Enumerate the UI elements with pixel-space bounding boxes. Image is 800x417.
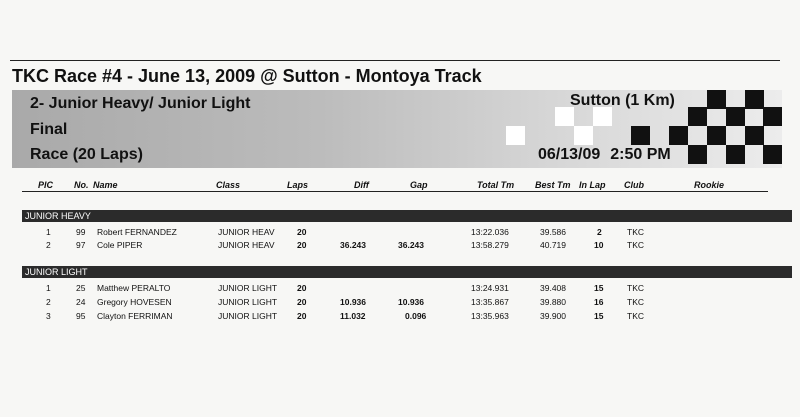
cell-class: JUNIOR LIGHT (218, 283, 278, 293)
race-time: 2:50 PM (610, 146, 671, 163)
cell-diff: 10.936 (340, 297, 366, 307)
cell-club: TKC (627, 240, 644, 250)
cell-class: JUNIOR HEAV (218, 227, 275, 237)
cell-gap: 0.096 (405, 311, 427, 321)
cell-best-time: 39.880 (540, 297, 566, 307)
cell-total-time: 13:24.931 (471, 283, 509, 293)
cell-class: JUNIOR HEAV (218, 240, 275, 250)
col-header-gap: Gap (410, 180, 428, 190)
cell-no: 95 (76, 311, 86, 321)
race-datetime (538, 146, 681, 164)
cell-best-time: 39.408 (540, 283, 566, 293)
cell-pic: 2 (46, 297, 51, 307)
race-title: TKC Race #4 - June 13, 2009 @ Sutton - Montoya Track (12, 66, 482, 86)
cell-diff: 11.032 (340, 311, 366, 321)
cell-no: 24 (76, 297, 86, 307)
col-header-diff: Diff (354, 180, 369, 190)
cell-gap: 10.936 (398, 297, 424, 307)
race-laps-label: Race (20 Laps) (30, 146, 143, 163)
cell-no: 25 (76, 283, 86, 293)
session-label: Final (30, 121, 68, 138)
col-header-rookie: Rookie (694, 180, 725, 190)
cell-best-time: 39.900 (540, 311, 566, 321)
cell-laps: 20 (297, 283, 307, 293)
cell-name: Robert FERNANDEZ (97, 227, 177, 237)
cell-laps: 20 (297, 311, 307, 321)
cell-in-lap: 2 (597, 227, 602, 237)
class-line: 2- Junior Heavy/ Junior Light (30, 95, 251, 112)
cell-club: TKC (627, 311, 644, 321)
cell-name: Gregory HOVESEN (97, 297, 172, 307)
cell-no: 99 (76, 227, 86, 237)
col-header-pic: PIC (38, 180, 54, 190)
cell-in-lap: 15 (594, 283, 604, 293)
cell-laps: 20 (297, 227, 307, 237)
col-header-name: Name (93, 180, 118, 190)
event-banner (12, 90, 782, 168)
cell-pic: 1 (46, 283, 51, 293)
cell-club: TKC (627, 297, 644, 307)
cell-gap: 36.243 (398, 240, 424, 250)
col-header-club: Club (624, 180, 644, 190)
race-date: 06/13/09 (538, 146, 601, 163)
cell-pic: 3 (46, 311, 51, 321)
cell-name: Cole PIPER (97, 240, 143, 250)
cell-pic: 2 (46, 240, 51, 250)
header-rule (22, 191, 768, 192)
cell-class: JUNIOR LIGHT (218, 297, 278, 307)
cell-in-lap: 15 (594, 311, 604, 321)
cell-name: Matthew PERALTO (97, 283, 171, 293)
col-header-laps: Laps (287, 180, 309, 190)
cell-total-time: 13:35.867 (471, 297, 509, 307)
cell-laps: 20 (297, 240, 307, 250)
cell-diff: 36.243 (340, 240, 366, 250)
track-label: Sutton (1 Km) (570, 92, 675, 109)
col-header-in-lap: In Lap (579, 180, 606, 190)
col-header-total-time: Total Tm (477, 180, 515, 190)
cell-class: JUNIOR LIGHT (218, 311, 278, 321)
cell-in-lap: 10 (594, 240, 604, 250)
cell-pic: 1 (46, 227, 51, 237)
group-header-junior-heavy: JUNIOR HEAVY (22, 210, 792, 222)
group-header-junior-light: JUNIOR LIGHT (22, 266, 792, 278)
cell-total-time: 13:58.279 (471, 240, 509, 250)
col-header-best-time: Best Tm (535, 180, 571, 190)
cell-club: TKC (627, 227, 644, 237)
cell-best-time: 40.719 (540, 240, 566, 250)
cell-name: Clayton FERRIMAN (97, 311, 173, 321)
cell-club: TKC (627, 283, 644, 293)
cell-total-time: 13:35.963 (471, 311, 509, 321)
col-header-class: Class (216, 180, 241, 190)
cell-laps: 20 (297, 297, 307, 307)
cell-no: 97 (76, 240, 86, 250)
cell-in-lap: 16 (594, 297, 604, 307)
cell-total-time: 13:22.036 (471, 227, 509, 237)
col-header-no: No. (74, 180, 89, 190)
cell-best-time: 39.586 (540, 227, 566, 237)
top-rule (10, 60, 780, 61)
